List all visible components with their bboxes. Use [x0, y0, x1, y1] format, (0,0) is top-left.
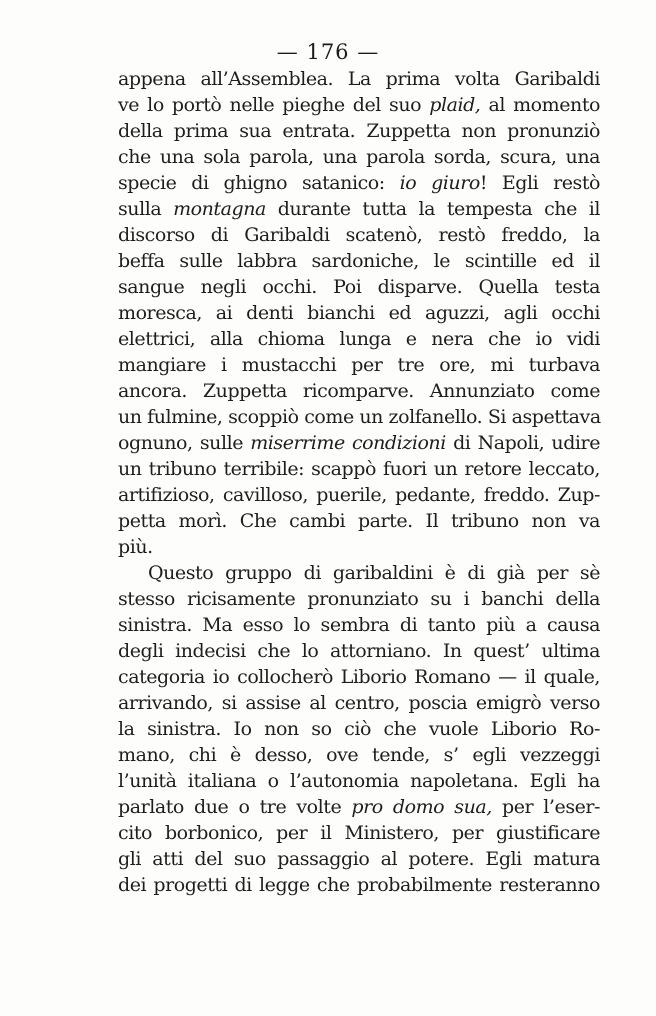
text-run: l’unità italiana o l’autonomia napoletana. Egli ha [118, 770, 600, 792]
text-line [118, 66, 600, 92]
text-line [118, 248, 600, 274]
text-line [118, 300, 600, 326]
italic-text: miserrime condizioni [250, 432, 446, 454]
text-run: di Napoli, udire [445, 432, 600, 454]
text-line [118, 378, 600, 404]
text-run: mano, chi è desso, ove tende, s’ egli vezzeggi [118, 744, 600, 766]
text-run: parlato due o tre volte [118, 796, 352, 818]
text-line [118, 430, 600, 456]
text-run: per l’eser- [491, 796, 601, 818]
text-run: cito borbonico, per il Ministero, per giustificare [118, 822, 600, 844]
text-line [118, 586, 600, 612]
text-run: categoria io collocherò Liborio Romano — il quale, [118, 666, 600, 688]
text-line [118, 794, 600, 820]
text-line [118, 404, 600, 430]
text-line [118, 820, 600, 846]
text-line [118, 508, 600, 534]
text-line [118, 170, 600, 196]
text-run: appena all’Assemblea. La prima volta Garibaldi [118, 68, 600, 90]
text-run: mangiare i mustacchi per tre ore, mi turbava [118, 354, 600, 376]
text-line [118, 690, 600, 716]
text-line [118, 482, 600, 508]
text-run: beffa sulle labbra sardoniche, le scintille ed il [118, 250, 600, 272]
text-line [118, 352, 600, 378]
text-line [118, 612, 600, 638]
text-run: della prima sua entrata. Zuppetta non pronunziò [118, 120, 600, 142]
text-run: sulla [118, 198, 174, 220]
text-run: ve lo portò nelle pieghe del suo [118, 94, 430, 116]
text-line [118, 638, 600, 664]
text-run: un fulmine, scoppiò come un zolfanello. Si aspettava [118, 406, 601, 428]
text-run: degli indecisi che lo attorniano. In quest’ ultima [118, 640, 600, 662]
text-line [118, 846, 600, 872]
text-run: sangue negli occhi. Poi disparve. Quella testa [118, 276, 600, 298]
page-number: — 176 — [276, 40, 380, 64]
text-line [118, 742, 600, 768]
text-line [118, 222, 600, 248]
text-run: che una sola parola, una parola sorda, scura, una [118, 146, 600, 168]
text-line [118, 456, 600, 482]
italic-text: io giuro [399, 172, 480, 194]
text-run: discorso di Garibaldi scatenò, restò freddo, la [118, 224, 600, 246]
text-run: elettrici, alla chioma lunga e nera che io vidi [118, 328, 600, 350]
text-line [118, 664, 600, 690]
text-line [118, 768, 600, 794]
text-run: stesso ricisamente pronunziato su i banchi della [118, 588, 600, 610]
italic-text: plaid, [429, 94, 481, 116]
text-line [118, 534, 600, 560]
body-text [118, 66, 600, 898]
text-run: arrivando, si assise al centro, poscia emigrò verso [118, 692, 600, 714]
text-run: artifizioso, cavilloso, puerile, pedante, freddo. Zup- [118, 484, 600, 506]
paragraph [118, 560, 600, 898]
text-run: durante tutta la tempesta che il [265, 198, 601, 220]
text-run: un tribuno terribile: scappò fuori un retore leccato, [118, 458, 600, 480]
text-line [118, 872, 600, 898]
text-run: moresca, ai denti bianchi ed aguzzi, agli occhi [118, 302, 600, 324]
text-line [118, 560, 600, 586]
paragraph [118, 66, 600, 560]
text-line [118, 196, 600, 222]
italic-text: pro domo sua, [351, 796, 492, 818]
text-run: Questo gruppo di garibaldini è di già per sè [148, 562, 600, 584]
text-line [118, 326, 600, 352]
text-run: più. [118, 536, 153, 558]
text-run: gli atti del suo passaggio al potere. Egli matura [118, 848, 600, 870]
text-run: sinistra. Ma esso lo sembra di tanto più a causa [118, 614, 600, 636]
text-run: petta morì. Che cambi parte. Il tribuno non va [118, 510, 600, 532]
text-run: al momento [480, 94, 600, 116]
text-run: ognuno, sulle [118, 432, 251, 454]
text-line [118, 716, 600, 742]
text-line [118, 92, 600, 118]
italic-text: montagna [173, 198, 266, 220]
text-run: dei progetti di legge che probabilmente resteranno [118, 874, 600, 896]
text-line [118, 118, 600, 144]
text-run: la sinistra. Io non so ciò che vuole Liborio Ro- [118, 718, 600, 740]
text-run: ! Egli restò [479, 172, 600, 194]
text-run: specie di ghigno satanico: [118, 172, 400, 194]
text-line [118, 144, 600, 170]
text-run: ancora. Zuppetta ricomparve. Annunziato come [118, 380, 600, 402]
text-line [118, 274, 600, 300]
